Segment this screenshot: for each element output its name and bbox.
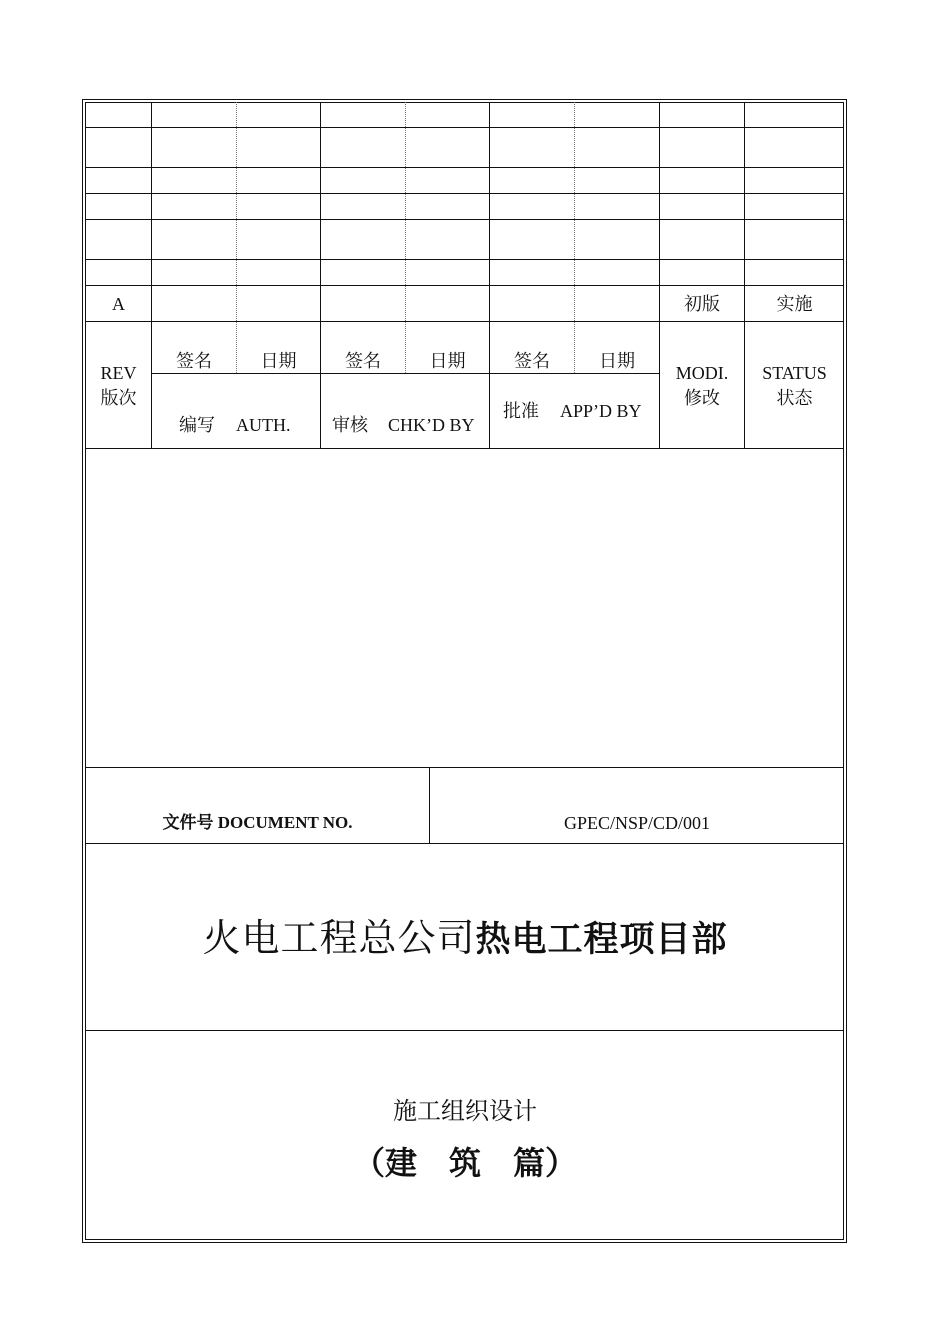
chk-label: CHK’D BY: [388, 415, 475, 435]
chk-label-cn: 审核: [332, 415, 368, 435]
app-label-cn: 批准: [503, 401, 539, 421]
table-row-line: [85, 219, 844, 220]
inner-frame: [85, 102, 844, 1240]
table-row-line: [85, 167, 844, 168]
table-row-line: [85, 193, 844, 194]
docno-top-line: [85, 767, 844, 768]
document-no-value: GPEC/NSP/CD/001: [563, 813, 711, 833]
modi-label: MODI.: [675, 363, 729, 383]
sign-date-divider: [151, 373, 659, 374]
status-label: STATUS: [762, 363, 827, 383]
modi-label-cn: 修改: [684, 388, 720, 408]
auth-label-cn: 编写: [179, 415, 215, 435]
page-title: [86, 916, 844, 963]
chk-date-label: 日期: [429, 351, 466, 371]
table-row-line: [85, 259, 844, 260]
table-row-line: [85, 127, 844, 128]
status-label-cn: 状态: [776, 388, 813, 408]
auth-label: AUTH.: [236, 415, 291, 435]
auth-sign-label: 签名: [176, 351, 212, 371]
table-col-line: [151, 102, 152, 448]
table-dotted-line: [236, 102, 237, 373]
table-col-line: [320, 102, 321, 448]
status-implement-cell: 实施: [776, 294, 813, 314]
rev-a-cell: A: [112, 294, 125, 314]
subtitle-design: 施工组织设计: [393, 1099, 537, 1125]
app-sign-label: 签名: [514, 351, 550, 371]
subtitle-volume: （建 筑 篇）: [352, 1144, 577, 1182]
docno-bottom-line: [85, 843, 844, 844]
title-bottom-line: [85, 1030, 844, 1031]
table-dotted-line: [405, 102, 406, 373]
table-dotted-line: [574, 102, 575, 373]
table-row-line: [85, 321, 844, 322]
table-bottom-line: [85, 448, 844, 449]
app-date-label: 日期: [599, 351, 635, 371]
table-row-line: [85, 285, 844, 286]
modi-initial-cell: 初版: [684, 294, 720, 314]
rev-label-cn: 版次: [100, 388, 137, 408]
rev-label: REV: [100, 363, 137, 383]
chk-sign-label: 签名: [345, 351, 381, 371]
auth-date-label: 日期: [260, 351, 297, 371]
document-no-label: 文件号 DOCUMENT NO.: [162, 813, 353, 832]
app-label: APP’D BY: [560, 401, 642, 421]
title-company: 火电工程总公司: [202, 918, 476, 960]
title-department: 热电工程项目部: [475, 920, 728, 960]
table-col-line: [489, 102, 490, 448]
